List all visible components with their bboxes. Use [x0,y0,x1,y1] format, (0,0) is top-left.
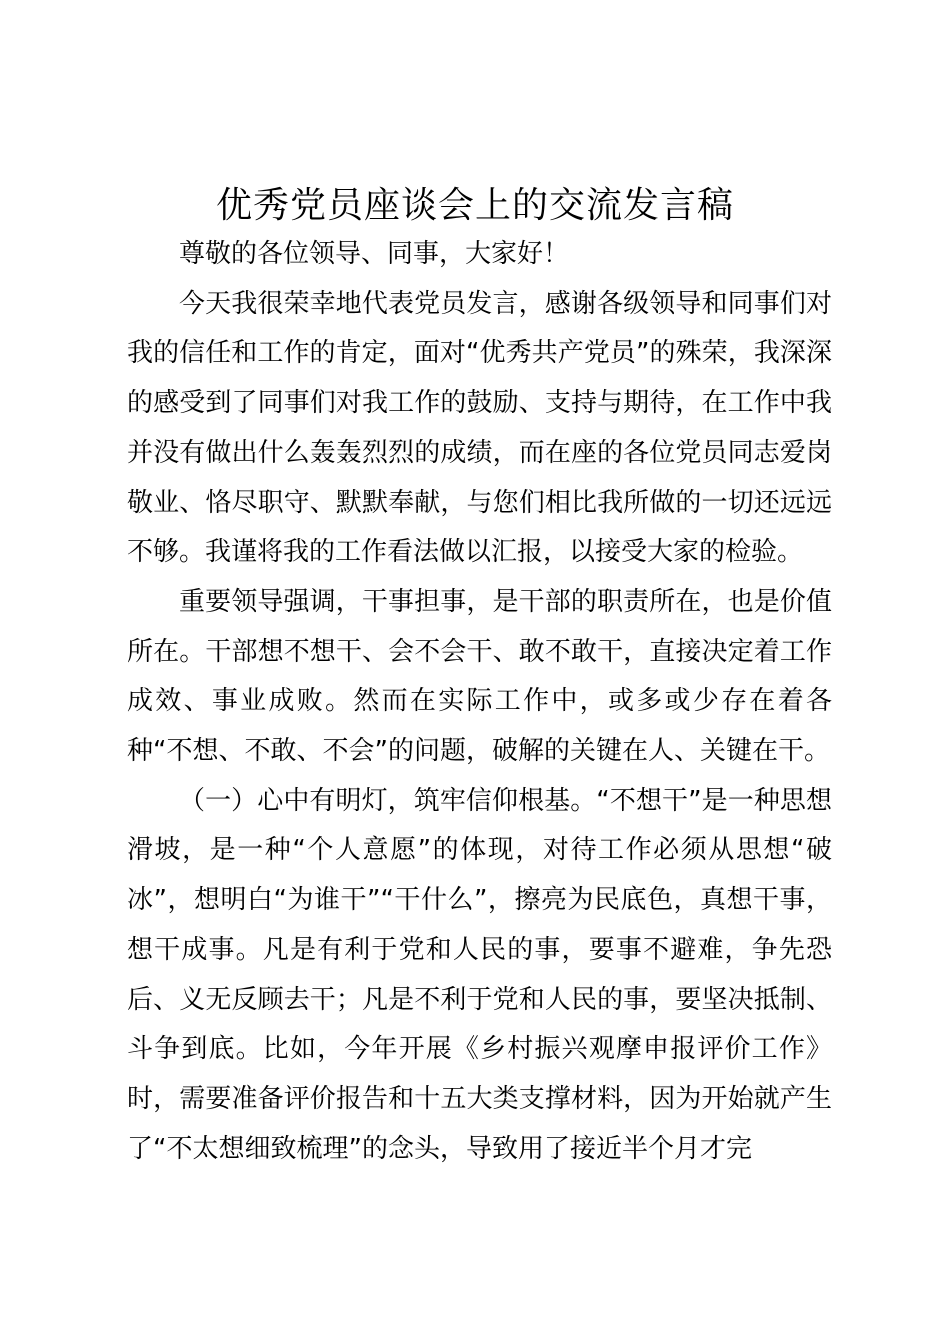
document-body [127,230,832,1174]
paragraph-context: 重要领导强调，干事担事，是干部的职责所在，也是价值所在。干部想不想干、会不会干、敢不敢干，直接决定着工作成效、事业成败。然而在实际工作中，或多或少存在着各种“不想、不敢、不会”的问题，破解的关键在人、关键在干。 [127,586,832,767]
paragraph-section-one: （一）心中有明灯，筑牢信仰根基。“不想干”是一种思想滑坡，是一种“个人意愿”的体现，对待工作必须从思想“破冰”，想明白“为谁干”“干什么”，擦亮为民底色，真想干事，想干成事。凡是有利于党和人民的事，要事不避难，争先恐后、义无反顾去干；凡是不利于党和人民的事，要坚决抵制、斗争到底。比如，今年开展《乡村振兴观摩申报评价工作》时，需要准备评价报告和十五大类支撑材料，因为开始就产生了“不太想细致梳理”的念头，导致用了接近半个月才完 [127,785,832,1164]
paragraph-greeting: 尊敬的各位领导、同事，大家好！ [179,239,570,269]
document-title: 优秀党员座谈会上的交流发言稿 [215,185,734,226]
paragraph-intro: 今天我很荣幸地代表党员发言，感谢各级领导和同事们对我的信任和工作的肯定，面对“优秀共产党员”的殊荣，我深深的感受到了同事们对我工作的鼓励、支持与期待，在工作中我并没有做出什么轰轰烈烈的成绩，而在座的各位党员同志爱岗敬业、恪尽职守、默默奉献，与您们相比我所做的一切还远远不够。我谨将我的工作看法做以汇报，以接受大家的检验。 [127,288,832,568]
